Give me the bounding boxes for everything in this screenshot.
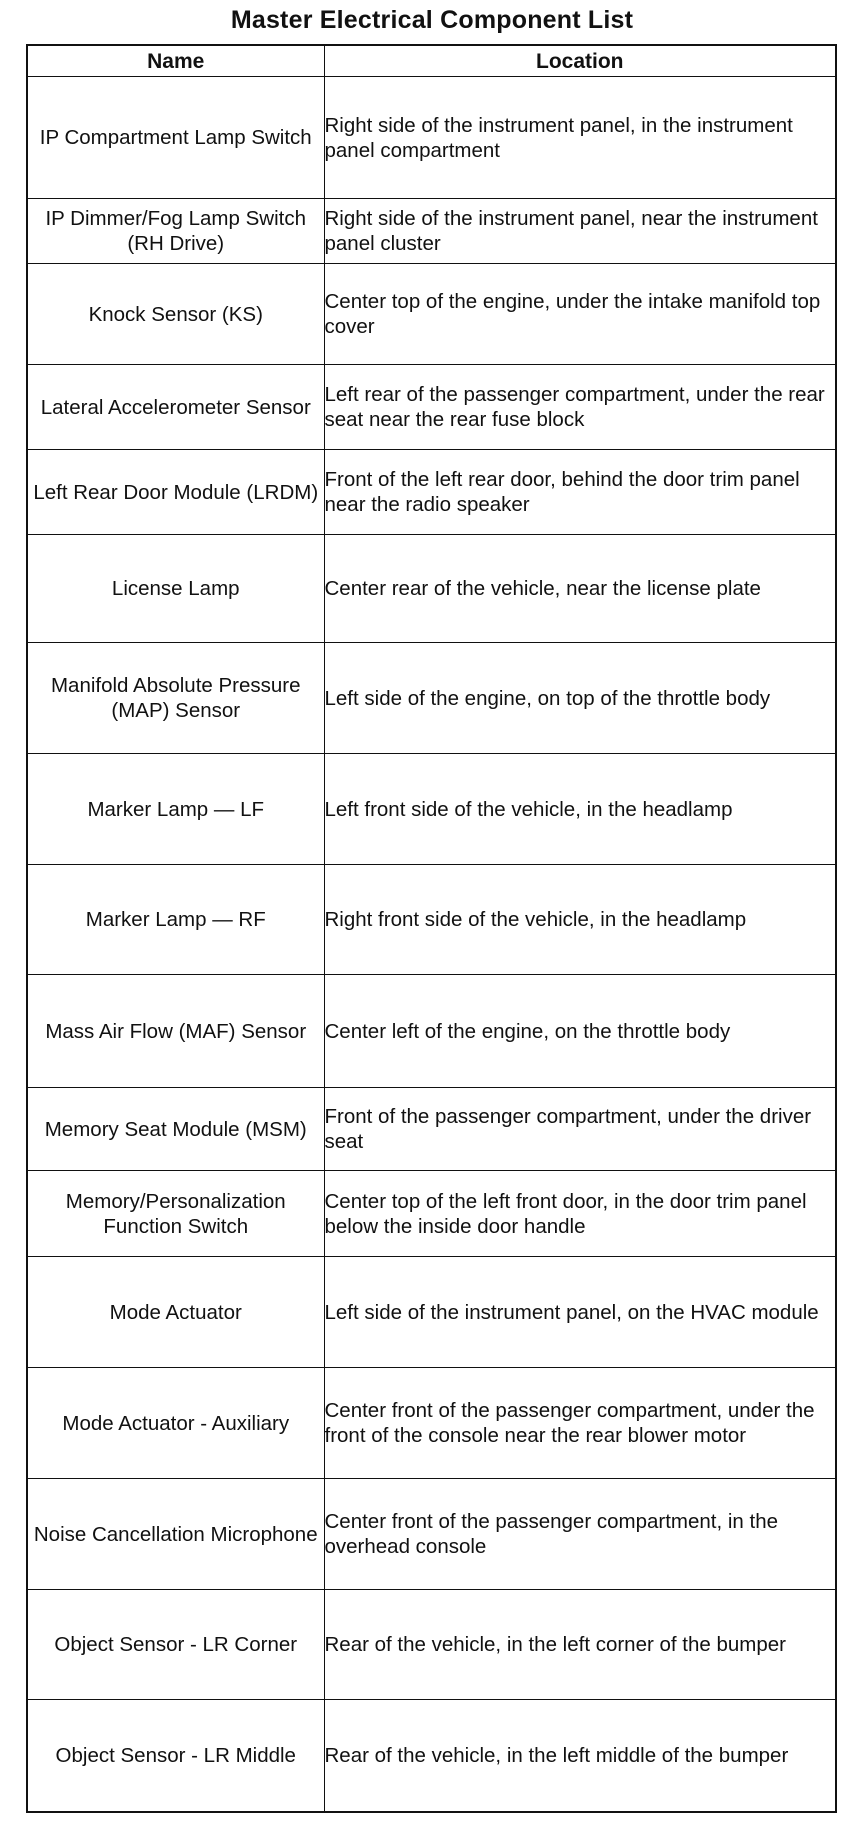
table-row [27, 1257, 836, 1368]
component-location: Left front side of the vehicle, in the headlamp [324, 754, 836, 865]
table-row [27, 1479, 836, 1590]
component-name: License Lamp [27, 535, 324, 643]
component-location: Left side of the instrument panel, on the HVAC module [324, 1257, 836, 1368]
table-row [27, 264, 836, 365]
component-table [26, 44, 837, 1813]
table-row [27, 1368, 836, 1479]
component-location: Center rear of the vehicle, near the license plate [324, 535, 836, 643]
component-location: Center front of the passenger compartment, under the front of the console near the rear blower motor [324, 1368, 836, 1479]
table-row [27, 535, 836, 643]
component-location: Right side of the instrument panel, in the instrument panel compartment [324, 77, 836, 199]
component-name: IP Dimmer/Fog Lamp Switch (RH Drive) [27, 199, 324, 264]
column-header-name: Name [27, 45, 324, 77]
component-name: Mode Actuator - Auxiliary [27, 1368, 324, 1479]
page-title: Master Electrical Component List [230, 6, 634, 34]
table-row [27, 1088, 836, 1171]
component-name: Mode Actuator [27, 1257, 324, 1368]
component-location: Center top of the left front door, in the door trim panel below the inside door handle [324, 1171, 836, 1257]
table-row [27, 1171, 836, 1257]
table-row [27, 199, 836, 264]
component-name: Marker Lamp — RF [27, 865, 324, 975]
component-name: Knock Sensor (KS) [27, 264, 324, 365]
component-location: Rear of the vehicle, in the left corner of the bumper [324, 1590, 836, 1700]
component-name: Object Sensor - LR Corner [27, 1590, 324, 1700]
table-row [27, 77, 836, 199]
component-name: Noise Cancellation Microphone [27, 1479, 324, 1590]
table-row [27, 1590, 836, 1700]
component-location: Right front side of the vehicle, in the headlamp [324, 865, 836, 975]
table-row [27, 975, 836, 1088]
component-location: Center front of the passenger compartment, in the overhead console [324, 1479, 836, 1590]
component-location: Rear of the vehicle, in the left middle of the bumper [324, 1700, 836, 1812]
table-row [27, 865, 836, 975]
component-location: Center top of the engine, under the intake manifold top cover [324, 264, 836, 365]
component-name: Manifold Absolute Pressure (MAP) Sensor [27, 643, 324, 754]
component-name: Lateral Accelerometer Sensor [27, 365, 324, 450]
component-name: Object Sensor - LR Middle [27, 1700, 324, 1812]
component-name: Left Rear Door Module (LRDM) [27, 450, 324, 535]
component-location: Front of the passenger compartment, under the driver seat [324, 1088, 836, 1171]
table-header-row [27, 45, 836, 77]
component-location: Right side of the instrument panel, near the instrument panel cluster [324, 199, 836, 264]
component-location: Left side of the engine, on top of the throttle body [324, 643, 836, 754]
table-row [27, 365, 836, 450]
component-name: Mass Air Flow (MAF) Sensor [27, 975, 324, 1088]
component-name: IP Compartment Lamp Switch [27, 77, 324, 199]
component-name: Memory Seat Module (MSM) [27, 1088, 324, 1171]
table-row [27, 1700, 836, 1812]
component-name: Memory/Personalization Function Switch [27, 1171, 324, 1257]
component-location: Left rear of the passenger compartment, under the rear seat near the rear fuse block [324, 365, 836, 450]
column-header-location: Location [324, 45, 836, 77]
table-row [27, 754, 836, 865]
table-row [27, 450, 836, 535]
table-row [27, 643, 836, 754]
component-location: Center left of the engine, on the throttle body [324, 975, 836, 1088]
component-location: Front of the left rear door, behind the door trim panel near the radio speaker [324, 450, 836, 535]
component-name: Marker Lamp — LF [27, 754, 324, 865]
